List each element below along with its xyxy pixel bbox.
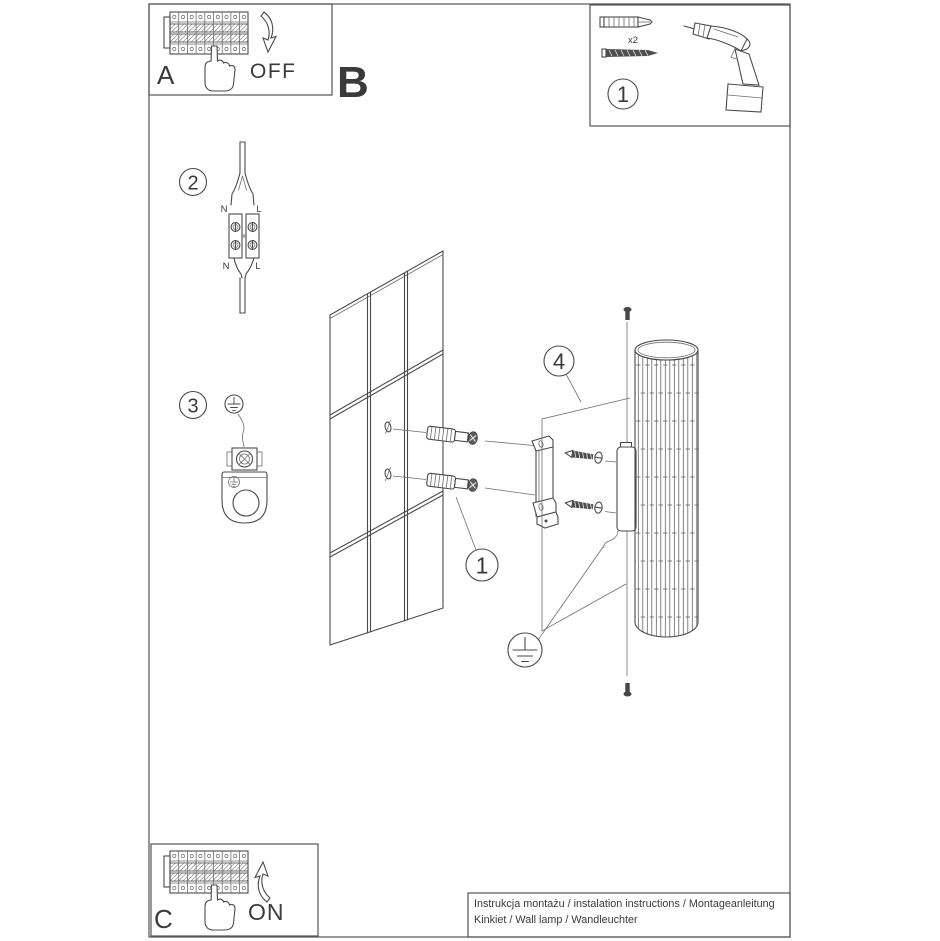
ground-wire	[238, 414, 244, 447]
section-b-label: B	[337, 58, 369, 107]
arrow-up-icon	[255, 862, 270, 902]
on-label: ON	[248, 899, 285, 925]
screw-icon	[565, 497, 603, 513]
ground-symbol-icon	[225, 395, 243, 413]
step-1-leader	[456, 497, 476, 550]
bracket-screws	[565, 447, 616, 513]
step-1-badge: 1	[616, 82, 630, 107]
mounting-bracket	[532, 436, 558, 528]
lamp-body	[635, 350, 698, 637]
lamp-mount-screw-top	[624, 307, 632, 320]
power-off-step	[157, 12, 297, 91]
wire-l-bottom-label: L	[255, 261, 261, 272]
off-label: OFF	[250, 60, 297, 83]
wall-tiles	[330, 251, 443, 645]
drill-icon	[684, 23, 763, 112]
step-2-badge: 2	[187, 172, 199, 195]
lamp-mount-screw-bottom	[624, 683, 632, 697]
step-3-badge: 3	[187, 395, 199, 418]
screw-icon	[565, 447, 603, 463]
box-a-label: A	[157, 60, 175, 90]
arrow-down-icon	[261, 12, 276, 52]
breaker-panel-icon	[164, 12, 248, 54]
mounting-plate-icon	[222, 448, 267, 523]
step-1-callout: 1	[475, 552, 489, 579]
step-4-callout: 4	[552, 349, 566, 374]
lamp-top-rim	[635, 340, 698, 360]
parts-box	[600, 17, 763, 112]
screw-icon	[602, 49, 658, 57]
grounding-step	[180, 392, 268, 524]
anchor-quantity-label: x2	[627, 35, 639, 46]
box-a-frame	[149, 4, 332, 95]
wire-connection-diagram	[229, 142, 262, 313]
wall-lamp	[604, 307, 698, 697]
wire-n-bottom-label: N	[222, 261, 230, 272]
footer-line-1: Instrukcja montażu / instalation instructions / Montageanleitung	[474, 898, 775, 910]
lamp-back-plate	[617, 447, 636, 531]
ground-callout	[508, 547, 603, 667]
wire-l-top-label: L	[256, 204, 262, 215]
footer-line-2: Kinkiet / Wall lamp / Wandleuchter	[474, 914, 638, 926]
wiring-step	[180, 142, 262, 313]
wall-anchor-icon	[600, 17, 652, 27]
lamp-wire	[604, 531, 618, 548]
box-c-label: C	[154, 904, 173, 934]
breaker-panel-icon	[164, 851, 248, 893]
footer-text	[474, 898, 775, 926]
wire-n-top-label: N	[220, 204, 228, 215]
power-on-step	[154, 851, 285, 934]
